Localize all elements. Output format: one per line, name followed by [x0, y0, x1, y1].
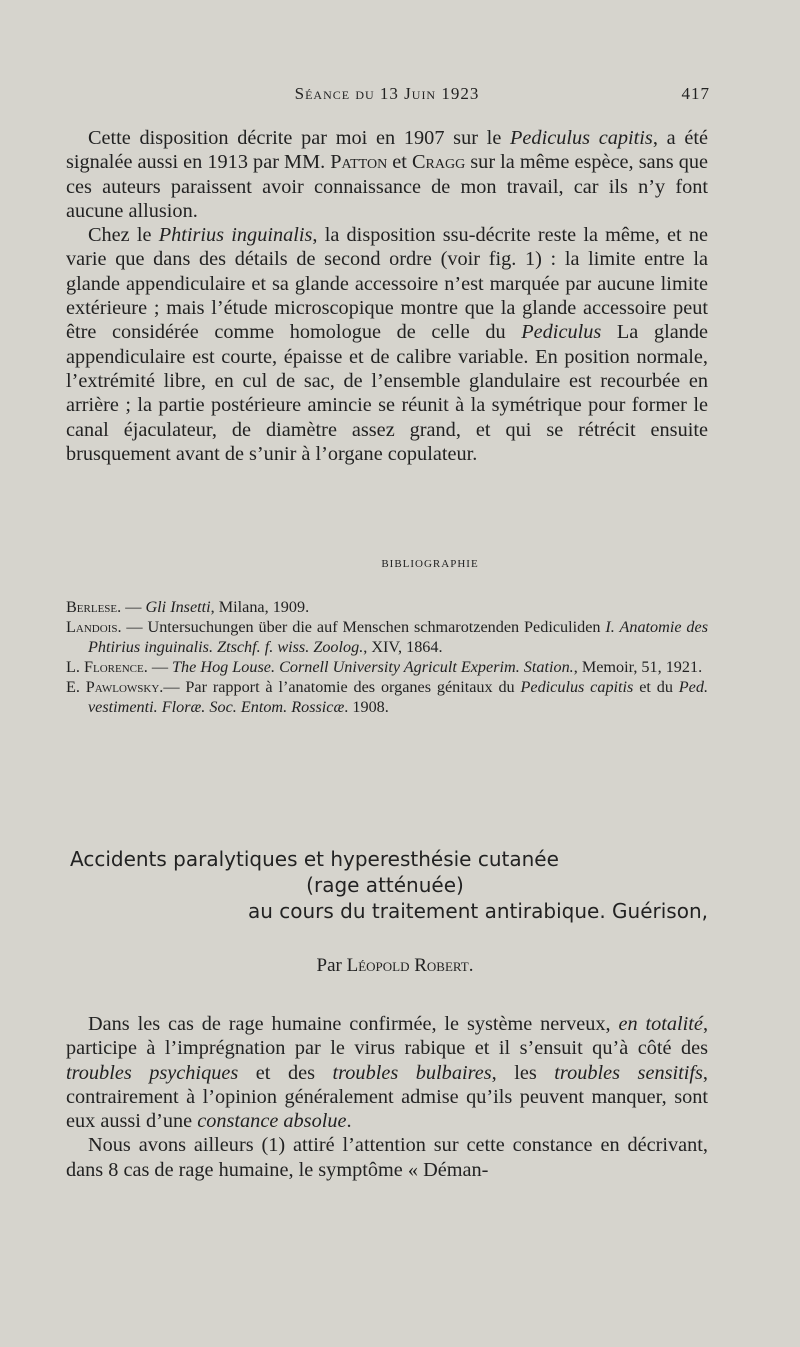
italic-run: The Hog Louse. Cornell University Agricult Experim. Station. — [172, 658, 574, 676]
bibliography-heading: BIBLIOGRAPHIE — [381, 558, 479, 570]
italic-run: I. Anatomie des Phtirius inguinalis. Ztschf. f. wiss. Zoolog. — [88, 618, 709, 656]
text-run: , Memoir, 51, 1921. — [573, 658, 703, 676]
text-run: sur la même espèce, sans que ces auteurs paraissent avoir connaissance de mon travail, car ils n’y font aucune allusion. — [66, 151, 709, 222]
text-run: , les — [491, 1061, 555, 1084]
text-run: , participe à l’imprégnation par le virus rabique et il s’ensuit qu’à côté des — [66, 1013, 709, 1060]
text-run: — Par rapport à l’anatomie des organes génitaux du — [163, 678, 521, 696]
article-title-line-2: (rage atténuée) — [306, 873, 464, 897]
small-caps-run: Patton — [330, 151, 388, 174]
text-run: et — [387, 151, 412, 174]
italic-run: en totalité — [618, 1013, 703, 1035]
text-run: — Untersuchungen über die auf Menschen schmarotzenden Pediculiden — [121, 618, 606, 636]
italic-run: Ped. vestimenti. Floræ. Soc. Entom. Rossicæ — [88, 678, 709, 716]
italic-run: Pediculus capitis — [510, 127, 653, 149]
text-run: Cette disposition décrite par moi en 1907 sur le — [88, 127, 511, 149]
text-run: , contrairement à l’opinion généralement admise qu’ils peuvent manquer, sont eux aussi d’une — [66, 1061, 708, 1133]
text-run: . 1908. — [344, 698, 389, 716]
italic-run: Pediculus — [521, 321, 602, 344]
text-run: , Milana, 1909. — [210, 598, 310, 616]
paragraph-2 — [66, 223, 708, 466]
text-run: , XIV, 1864. — [363, 638, 443, 656]
paragraph-3 — [66, 1012, 708, 1133]
bibliography-list — [66, 597, 708, 717]
body-section-2 — [66, 1012, 708, 1182]
text-run: Dans les cas de rage humaine confirmée, le système nerveux, — [88, 1013, 619, 1035]
small-caps-run: Cragg — [412, 151, 466, 174]
text-run: et des — [238, 1061, 333, 1084]
italic-run: troubles sensitifs — [554, 1061, 703, 1084]
article-title-line-3: au cours du traitement antirabique. Guérison, — [247, 899, 708, 923]
text-run: Chez le — [88, 224, 159, 247]
body-section-1 — [66, 126, 708, 466]
text-run: et du — [633, 678, 679, 696]
small-caps-run: L. Florence. — [66, 658, 148, 676]
article-byline — [60, 955, 710, 977]
byline-prefix: Par — [316, 955, 347, 976]
text-run: , la disposition ssu-décrite reste la même, et ne varie que dans des détails de second ordre (voir fig. 1) : la limite entre la glande appendiculaire et sa glande accessoire n’est marquée par aucune limite extérieure ; mais l’étude microscopique montre que la glande accessoire peut être considérée comme homologue de celle du — [66, 224, 708, 344]
italic-run: constance absolue — [197, 1110, 347, 1133]
text-run: , a été signalée aussi en 1913 par MM. — [66, 127, 708, 174]
text-run: La glande appendiculaire est courte, épaisse et de calibre variable. En position normale, l’extrémité libre, en cul de sac, de l’ensemble glandulaire est recourbée en arrière ; la partie postérieure amincie se réunit à la symétrique pour former le canal éjaculateur, de diamètre assez grand, et qui se rétrécit ensuite brusquement avant de s’unir à l’organe copulateur. — [66, 321, 709, 465]
italic-run: Pediculus capitis — [520, 678, 634, 696]
small-caps-run: Berlese. — [66, 598, 122, 616]
bibliography-entry — [66, 677, 708, 717]
text-run: — — [147, 658, 173, 676]
running-header — [66, 84, 708, 108]
bibliography-entry — [66, 657, 708, 677]
text-run: — — [121, 598, 146, 616]
italic-run: troubles bulbaires — [332, 1061, 492, 1084]
text-run: Nous avons ailleurs (1) attiré l’attention sur cette constance en décrivant, dans 8 cas de rage humaine, le symptôme « Déman- — [66, 1134, 708, 1181]
bibliography-entry — [66, 617, 708, 657]
article-title-line-1: Accidents paralytiques et hyperesthésie cutanée — [70, 847, 559, 871]
author-name: Léopold Robert. — [346, 955, 474, 976]
paragraph-4 — [66, 1133, 708, 1182]
text-run: . — [346, 1110, 352, 1133]
italic-run: Gli Insetti — [145, 598, 211, 616]
bibliography-entry — [66, 597, 708, 617]
small-caps-run: E. Pawlowsky. — [66, 678, 164, 696]
header-title: Séance du 13 Juin 1923 — [294, 84, 480, 103]
small-caps-run: Landois. — [66, 618, 122, 636]
paragraph-1 — [66, 126, 708, 223]
page-number: 417 — [681, 84, 710, 103]
article-title — [60, 846, 710, 924]
italic-run: Phtirius inguinalis — [158, 224, 313, 247]
italic-run: troubles psychiques — [66, 1061, 239, 1084]
